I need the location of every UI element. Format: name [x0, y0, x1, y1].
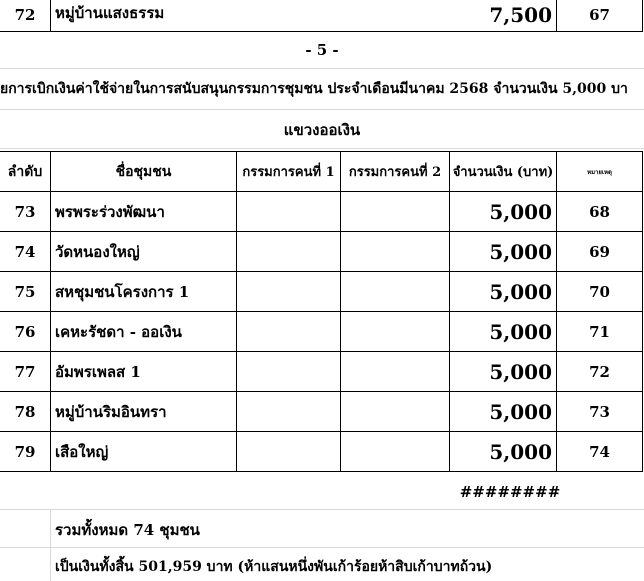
row-community-name: พรพระร่วงพัฒนา	[55, 202, 165, 221]
border-line	[0, 31, 643, 32]
total-overflow: ########	[459, 483, 561, 501]
row-committee-2	[341, 432, 449, 471]
header-amount: จำนวนเงิน (บาท)	[452, 165, 554, 180]
row-note: 70	[589, 282, 610, 301]
prev-row-number: 72	[14, 6, 36, 24]
grid-line	[0, 509, 644, 510]
row-committee-2	[341, 192, 449, 231]
border-line	[0, 471, 643, 472]
prev-row-note: 67	[589, 6, 610, 24]
row-committee-2	[341, 392, 449, 431]
grid-line	[0, 68, 644, 69]
row-amount: 5,000	[489, 279, 552, 304]
row-number: 76	[14, 322, 36, 341]
row-note: 71	[589, 322, 610, 341]
row-committee-2	[341, 272, 449, 311]
prev-row-name: หมู่บ้านแสงธรรม	[55, 4, 165, 22]
row-note: 72	[589, 362, 610, 381]
district-title: แขวงออเงิน	[283, 121, 361, 139]
prev-row-amount: 7,500	[489, 3, 552, 27]
row-committee-2	[341, 232, 449, 271]
row-number: 78	[14, 402, 36, 421]
row-committee-1	[237, 272, 340, 311]
row-note: 68	[589, 202, 610, 221]
row-number: 77	[14, 362, 36, 381]
row-community-name: อัมพรเพลส 1	[55, 362, 141, 381]
row-amount: 5,000	[489, 359, 552, 384]
header-committee-1: กรรมการคนที่ 1	[242, 165, 335, 180]
row-committee-1	[237, 312, 340, 351]
border-line	[642, 151, 643, 472]
grid-line	[0, 148, 644, 149]
row-committee-2	[341, 312, 449, 351]
summary-amount: เป็นเงินทั้งสิ้น 501,959 บาท (ห้าแสนหนึ่งพันเก้าร้อยห้าสิบเก้าบาทถ้วน)	[55, 559, 493, 575]
row-number: 73	[14, 202, 36, 221]
header-note: หมายเหตุ	[587, 168, 612, 176]
row-committee-1	[237, 432, 340, 471]
row-note: 74	[589, 442, 610, 461]
row-committee-2	[341, 352, 449, 391]
row-amount: 5,000	[489, 319, 552, 344]
row-amount: 5,000	[489, 439, 552, 464]
row-number: 75	[14, 282, 36, 301]
row-number: 79	[14, 442, 36, 461]
row-committee-1	[237, 392, 340, 431]
border-line	[642, 0, 643, 32]
header-committee-2: กรรมการคนที่ 2	[348, 165, 442, 180]
row-committee-1	[237, 192, 340, 231]
row-amount: 5,000	[489, 239, 552, 264]
row-community-name: สหชุมชนโครงการ 1	[55, 282, 190, 301]
row-committee-1	[237, 352, 340, 391]
row-amount: 5,000	[489, 399, 552, 424]
grid-line	[0, 547, 644, 548]
row-community-name: เคหะรัชดา - ออเงิน	[55, 322, 182, 341]
row-community-name: วัดหนองใหญ่	[55, 242, 140, 261]
row-note: 69	[589, 242, 610, 261]
row-community-name: หมู่บ้านริมอินทรา	[55, 402, 167, 421]
row-number: 74	[14, 242, 36, 261]
summary-count: รวมทั้งหมด 74 ชุมชน	[55, 521, 200, 539]
grid-line	[0, 109, 644, 110]
page-number: - 5 -	[305, 41, 339, 59]
row-amount: 5,000	[489, 199, 552, 224]
row-community-name: เสือใหญ่	[55, 442, 109, 461]
header-community-name: ชื่อชุมชน	[115, 163, 172, 180]
section-title: ยการเบิกเงินค่าใช้จ่ายในการสนับสนุนกรรมการชุมชน ประจำเดือนมีนาคม 2568 จำนวนเงิน 5,000 บา	[0, 81, 628, 97]
row-committee-1	[237, 232, 340, 271]
header-number: ลำดับ	[7, 163, 43, 180]
row-note: 73	[589, 402, 610, 421]
